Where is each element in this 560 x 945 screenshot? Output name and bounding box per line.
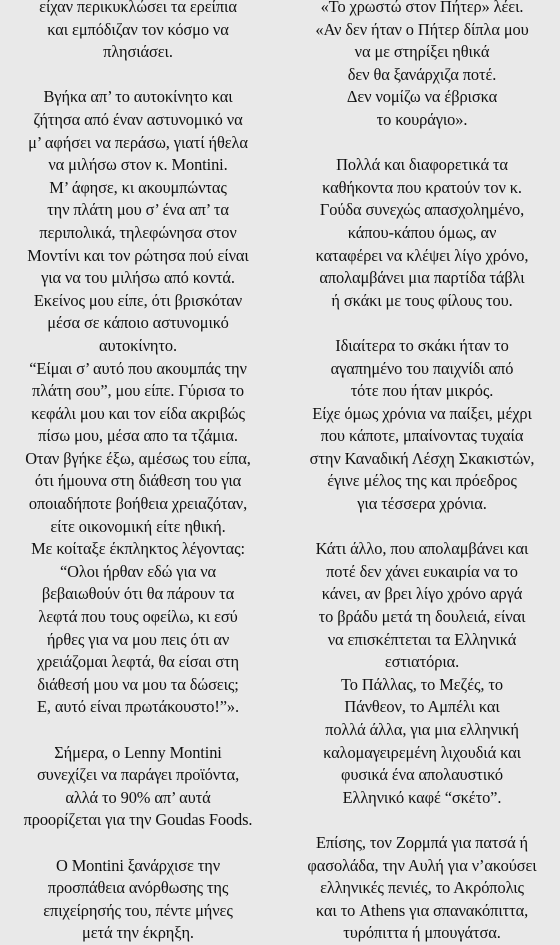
text-line: Πάνθεον, το Αμπέλι και	[344, 697, 500, 717]
text-line: κεφάλι μου και τον είδα ακριβώς	[31, 403, 245, 423]
text-line: Το Πάλλας, το Μεζές, το	[341, 674, 503, 694]
text-line: πλάτη σου”, μου είπε. Γύρισα το	[32, 381, 244, 401]
text-line: αλλά το 90% απ’ αυτά	[65, 787, 211, 807]
text-line: Δεν νομίζω να έβρισκα	[346, 87, 498, 107]
text-line: απολαμβάνει μια παρτίδα τάβλι	[319, 268, 525, 288]
text-line: μ’ αφήσει να περάσω, γιατί ήθελα	[28, 132, 248, 152]
text-line: “Είμαι σ’ αυτό που ακουμπάς την	[29, 358, 247, 378]
text-line: που κάποτε, μπαίνοντας τυχαία	[320, 426, 524, 446]
text-line: φυσικά ένα απολαυστικό	[340, 765, 504, 785]
text-line: δεν θα ξανάρχιζα ποτέ.	[347, 64, 497, 84]
text-line: τότε που ήταν μικρός.	[350, 381, 494, 401]
paragraph	[286, 335, 558, 516]
text-line: Κάτι άλλο, που απολαμβάνει και	[315, 539, 529, 559]
text-line: «Αν δεν ήταν ο Πήτερ δίπλα μου	[315, 19, 529, 39]
text-line: περιπολικά, τηλεφώνησα στον	[39, 222, 237, 242]
text-line: να μιλήσω στον κ. Montini.	[48, 155, 228, 175]
text-line: έγινε μέλος της και πρόεδρος	[327, 471, 517, 491]
text-line: Εκείνος μου είπε, ότι βρισκόταν	[33, 290, 243, 310]
text-line: το κουράγιο».	[376, 109, 468, 129]
text-line: τυρόπιττα ή μπουγάτσα.	[343, 923, 501, 943]
text-line: Επίσης, τον Ζορμπά για πατσά ή	[315, 832, 529, 852]
text-line: στην Καναδική Λέσχη Σκακιστών,	[309, 448, 535, 468]
text-line: Μοντίνι και τον ρώτησα πού είναι	[27, 245, 249, 265]
text-line: Οταν βγήκε έξω, αμέσως του είπα,	[25, 448, 251, 468]
text-line: Πολλά και διαφορετικά τα	[336, 155, 508, 175]
paragraph-gap	[286, 809, 558, 832]
text-line: «Το χρωστώ στον Πήτερ» λέει.	[320, 0, 524, 16]
paragraph-gap	[2, 64, 274, 87]
paragraph-gap	[2, 719, 274, 742]
text-line: Ελληνικό καφέ “σκέτο”.	[342, 787, 502, 807]
text-line: να με στηρίξει ηθικά	[354, 42, 490, 62]
text-line: καταφέρει να κλέψει λίγο χρόνο,	[315, 245, 529, 265]
text-line: “Ολοι ήρθαν εδώ για να	[59, 561, 217, 581]
text-line: ότι ήμουνα στη διάθεση του για	[34, 471, 242, 491]
paragraph-gap	[286, 312, 558, 335]
text-line: ήρθες για να μου πεις ότι αν	[46, 629, 230, 649]
text-line: την πλάτη μου σ’ ένα απ’ τα	[47, 200, 229, 220]
paragraph	[286, 154, 558, 312]
text-line: εστιατόρια.	[384, 652, 460, 672]
text-line: είχαν περικυκλώσει τα ερείπια	[39, 0, 237, 16]
text-line: Είχε όμως χρόνια να παίξει, μέχρι	[312, 403, 532, 423]
text-line: ζήτησα από έναν αστυνομικό να	[33, 109, 243, 129]
text-line: Σήμερα, ο Lenny Montini	[54, 742, 222, 762]
text-line: μετά την έκρηξη.	[82, 923, 194, 943]
text-line: οποιαδήποτε βοήθεια χρειαζόταν,	[28, 494, 248, 514]
text-line: το βράδυ μετά τη δουλειά, είναι	[318, 607, 526, 627]
text-line: καλομαγειρεμένη λιχουδιά και	[323, 742, 521, 762]
text-line: για να του μιλήσω από κοντά.	[41, 268, 235, 288]
text-line: Με κοίταξε έκπληκτος λέγοντας:	[31, 539, 245, 559]
text-line: κάνει, αν βρει λίγο χρόνο αργά	[321, 584, 523, 604]
paragraph	[286, 0, 558, 132]
text-line: προσπάθεια ανόρθωσης της	[47, 878, 229, 898]
text-line: ποτέ δεν χάνει ευκαιρία να το	[326, 561, 518, 581]
text-line: αυτοκίνητο.	[99, 335, 177, 355]
left-column	[2, 0, 274, 943]
text-line: για τέσσερα χρόνια.	[357, 494, 487, 514]
text-line: καθήκοντα που κρατούν τον κ.	[322, 177, 522, 197]
text-line: κάπου-κάπου όμως, αν	[347, 222, 497, 242]
text-line: διάθεσή μου να μου τα δώσεις;	[37, 674, 239, 694]
paragraph-gap	[286, 516, 558, 539]
text-line: να επισκέπτεται τα Ελληνικά	[327, 629, 517, 649]
text-line: Ιδιαίτερα το σκάκι ήταν το	[335, 335, 509, 355]
text-line: φασολάδα, την Αυλή για ν’ακούσει	[307, 855, 537, 875]
text-line: πίσω μου, μέσα απο τα τζάμια.	[38, 426, 238, 446]
paragraph	[2, 855, 274, 945]
text-line: χρειάζομαι λεφτά, θα είσαι στη	[36, 652, 239, 672]
text-line: και εμπόδιζαν τον κόσμο να	[47, 19, 229, 39]
text-line: και το Athens για σπανακόπιττα,	[315, 900, 529, 920]
text-line: Γούδα συνεχώς απασχολημένο,	[319, 200, 525, 220]
paragraph-gap	[286, 132, 558, 155]
paragraph	[286, 538, 558, 809]
right-column	[286, 0, 558, 943]
text-line: προορίζεται για την Goudas Foods.	[23, 810, 253, 830]
text-line: βεβαιωθούν ότι θα πάρουν τα	[41, 584, 235, 604]
text-line: επιχείρησής του, πέντε μήνες	[43, 900, 233, 920]
text-line: πλησιάσει.	[103, 42, 173, 62]
paragraph	[2, 86, 274, 719]
text-line: είτε οικονομική είτε ηθική.	[50, 516, 226, 536]
paragraph-gap	[2, 832, 274, 855]
text-line: πολλά άλλα, για μια ελληνική	[325, 720, 519, 739]
text-line: συνεχίζει να παράγει προϊόντα,	[36, 765, 240, 785]
text-line: Ε, αυτό είναι πρωτάκουστο!”».	[37, 697, 239, 717]
text-line: αγαπημένο του παιχνίδι από	[330, 358, 514, 378]
paragraph	[2, 742, 274, 832]
text-line: μέσα σε κάποιο αστυνομικό	[47, 313, 229, 333]
text-line: λεφτά που τους οφείλω, κι εσύ	[38, 607, 238, 627]
text-line: ή σκάκι με τους φίλους του.	[331, 290, 513, 310]
text-line: Βγήκα απ’ το αυτοκίνητο και	[43, 87, 233, 107]
text-line: ελληνικές πενιές, το Ακρόπολις	[320, 878, 524, 898]
paragraph	[2, 0, 274, 64]
text-line: Μ’ άφησε, κι ακουμπώντας	[49, 177, 227, 197]
text-line: Ο Montini ξανάρχισε την	[55, 855, 221, 875]
